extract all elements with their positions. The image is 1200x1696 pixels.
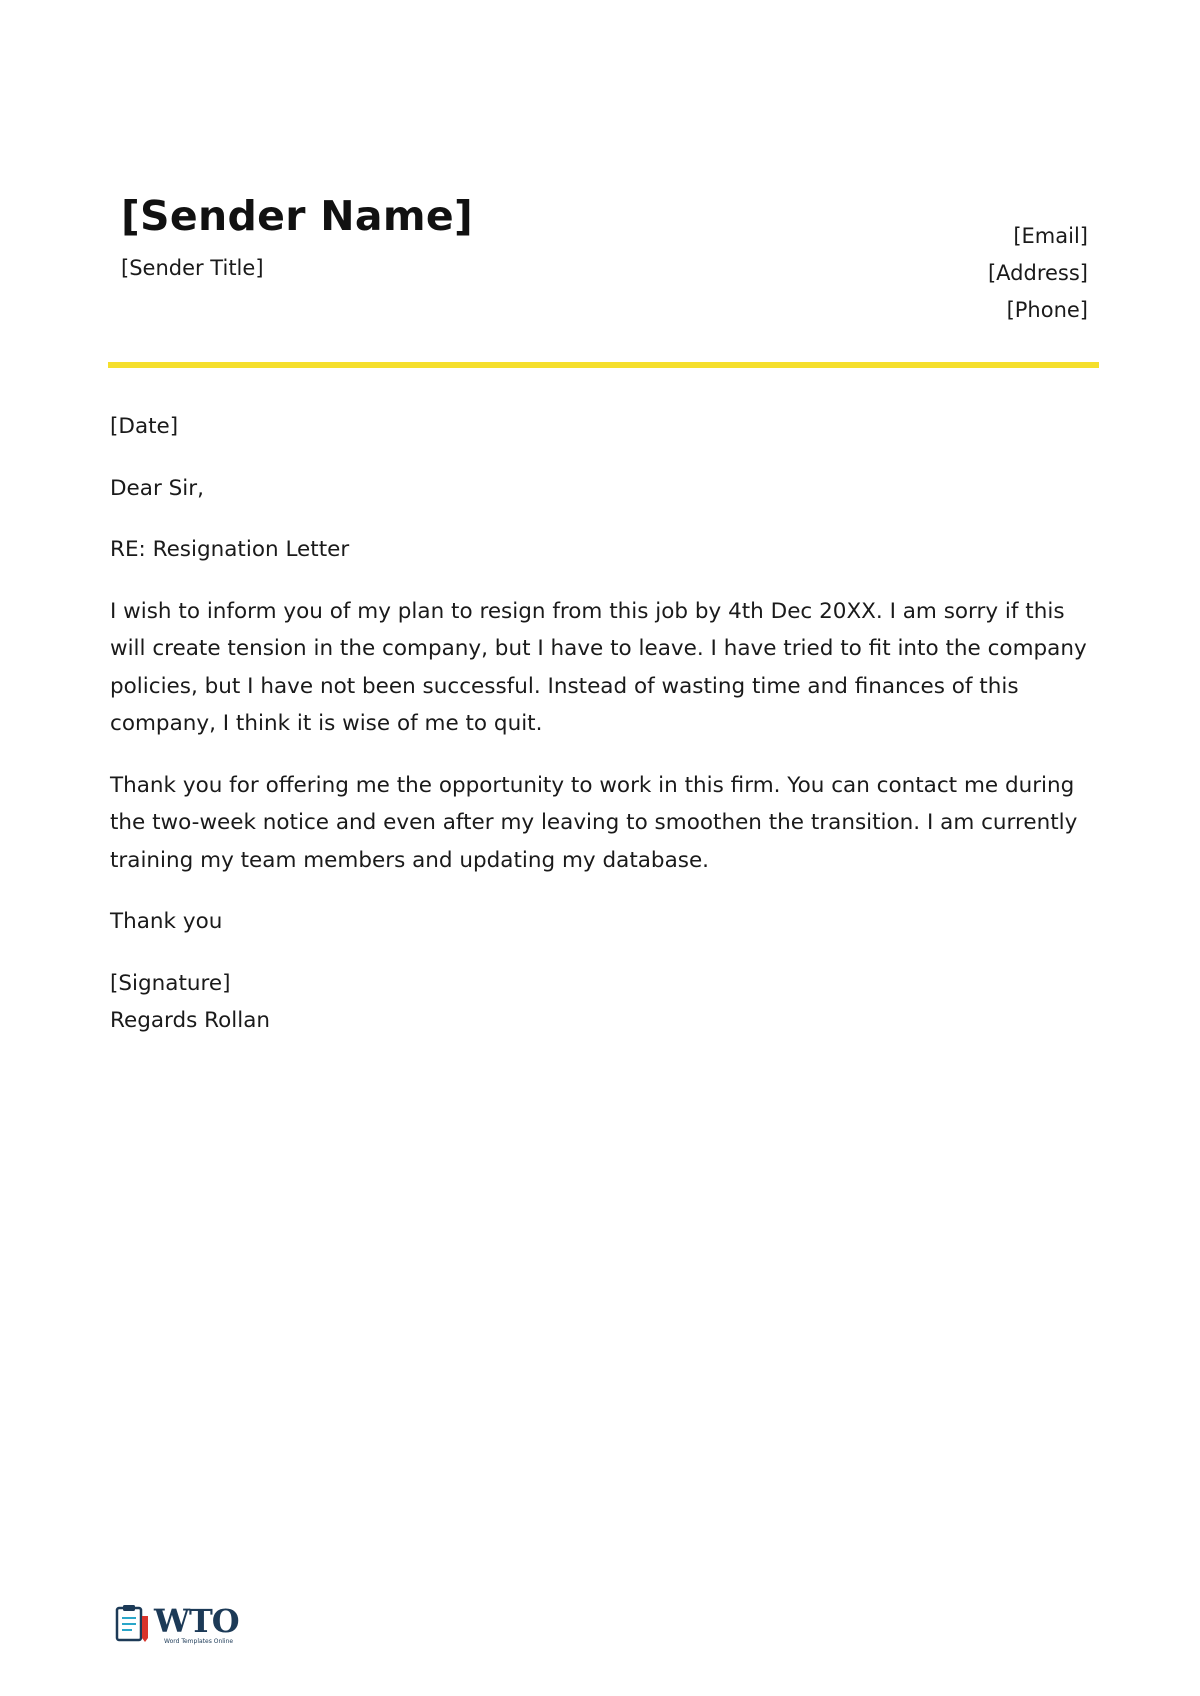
closing: Thank you (110, 909, 223, 934)
document-clipboard-icon (112, 1604, 152, 1644)
signature-block (110, 965, 1100, 1040)
signature-placeholder: [Signature] (110, 970, 231, 996)
contact-block (988, 218, 1088, 329)
letter-date: [Date] (110, 414, 179, 439)
subject-line: RE: Resignation Letter (110, 537, 350, 562)
wto-logo (112, 1602, 242, 1648)
phone-line: [Phone] (1006, 298, 1088, 322)
address-line: [Address] (987, 261, 1088, 285)
signoff: Regards Rollan (110, 1008, 271, 1033)
sender-title: [Sender Title] (121, 256, 264, 280)
paragraph-2: Thank you for offering me the opportunity to work in this firm. You can contact me during the two-week notice and even after my leaving to smoothen the transition. I am currently training my team members and updating my database. (110, 772, 1078, 873)
header-divider (108, 362, 1099, 368)
letter-body (110, 408, 1100, 1040)
logo-wordmark: WTO (154, 1602, 239, 1640)
logo-subtitle: Word Templates Online (164, 1638, 234, 1645)
email-line: [Email] (1013, 224, 1088, 248)
salutation: Dear Sir, (110, 475, 204, 501)
sender-name: [Sender Name] (121, 192, 474, 240)
paragraph-1: I wish to inform you of my plan to resign from this job by 4th Dec 20XX. I am sorry if this will create tension in the company, but I have to leave. I have tried to fit into the company policies, but I have not been successful. Instead of wasting time and finances of this company, I think it is wise of me to quit. (110, 598, 1087, 736)
